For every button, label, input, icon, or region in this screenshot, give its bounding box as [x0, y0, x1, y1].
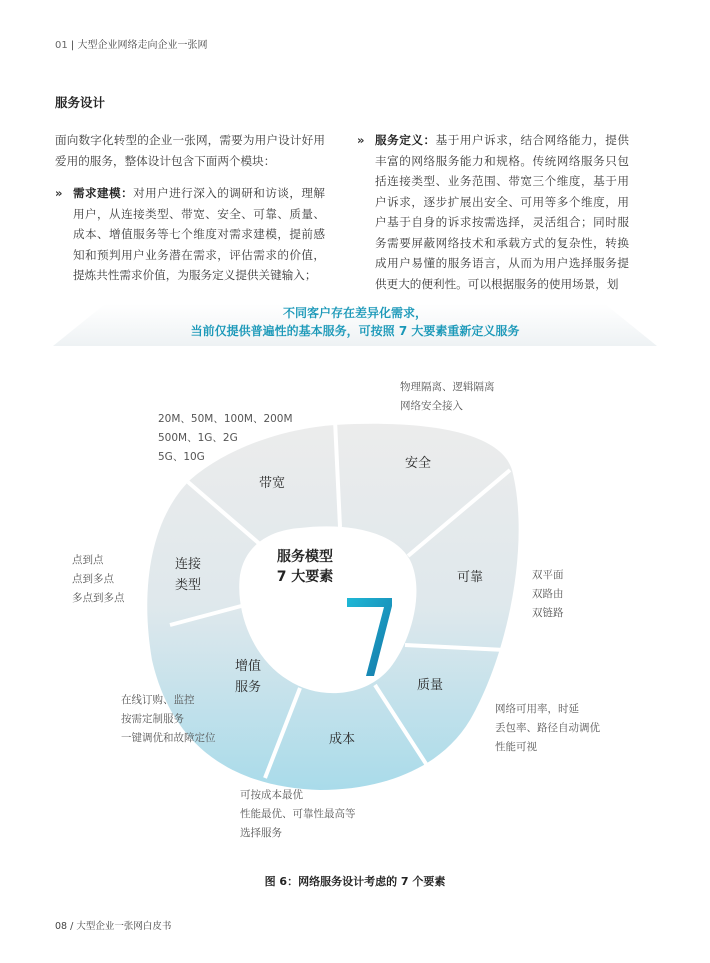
bullet-title: 需求建模： [73, 186, 134, 200]
annotation-quality [495, 700, 600, 757]
annotation-line: 性能最优、可靠性最高等 [240, 808, 356, 820]
bullet-title: 服务定义： [375, 133, 436, 147]
bullet-text: 对用户进行深入的调研和访谈，理解用户，从连接类型、带宽、安全、可靠、质量、成本、增值服务等七个维度对需求建模，提前感知和预判用户业务潜在需求，评估需求的价值，提炼共性需求价值，为服务定义提供关键输入； [73, 186, 325, 282]
center-line-1: 服务模型 [277, 549, 333, 565]
segment-bandwidth: 带宽 [258, 476, 285, 491]
segment-connection-line-1: 连接 [174, 557, 201, 572]
annotation-line: 物理隔离、逻辑隔离 [400, 381, 495, 393]
intro-paragraph: 面向数字化转型的企业一张网，需要为用户设计好用爱用的服务，整体设计包含下面两个模块： [55, 133, 325, 168]
segment-reliable: 可靠 [456, 570, 483, 585]
banner-line-1: 不同客户存在差异化需求， [282, 306, 427, 320]
annotation-connection [72, 551, 125, 608]
bullet-mark: » [357, 133, 365, 147]
annotation-line: 点到点 [72, 554, 104, 566]
chapter-number: 01 [55, 40, 68, 51]
header-title: 大型企业网络走向企业一张网 [77, 40, 208, 51]
header-separator: | [70, 40, 75, 51]
annotation-value-added-service [121, 691, 216, 748]
annotation-line: 双链路 [532, 607, 564, 619]
annotation-line: 按需定制服务 [121, 713, 184, 725]
annotation-line: 双路由 [532, 588, 564, 600]
bullet-text: 基于用户诉求，结合网络能力，提供丰富的网络服务能力和规格。传统网络服务只包括连接类型、业务范围、带宽三个维度，基于用户诉求，逐步扩展出安全、可用等多个维度，用户基于自身的诉求按需选择，灵活组合；同时服务需要屏蔽网络技术和承载方式的复杂性，转换成用户易懂的服务语言，从而为用户选择服务提供更大的便利性。可以根据服务的使用场景，划 [375, 133, 629, 291]
page-footer: 08 / 大型企业一张网白皮书 [55, 921, 172, 932]
annotation-line: 性能可视 [495, 741, 537, 753]
banner-line-2: 当前仅提供普遍性的基本服务，可按照 7 大要素重新定义服务 [190, 324, 520, 338]
center-line-2: 7 大要素 [276, 569, 334, 585]
segment-vas-line-2: 服务 [234, 680, 261, 695]
annotation-security [400, 378, 495, 416]
center-label [250, 547, 360, 587]
annotation-line: 5G、10G [158, 451, 205, 463]
annotation-line: 一键调优和故障定位 [121, 732, 216, 744]
figure-caption: 图 6：网络服务设计考虑的 7 个要素 [264, 875, 446, 888]
segment-value-added-service [228, 656, 268, 698]
annotation-line: 500M、1G、2G [158, 432, 238, 444]
annotation-line: 多点到多点 [72, 592, 125, 604]
segment-connection-line-2: 类型 [174, 578, 201, 593]
segment-connection-type [168, 554, 208, 596]
annotation-line: 选择服务 [240, 827, 282, 839]
annotation-line: 可按成本最优 [240, 789, 303, 801]
annotation-line: 20M、50M、100M、200M [158, 413, 293, 425]
bullet-mark: » [55, 186, 63, 200]
segment-security: 安全 [404, 456, 431, 471]
annotation-line: 在线订购、监控 [121, 694, 195, 706]
annotation-line: 网络安全接入 [400, 400, 463, 412]
annotation-line: 点到多点 [72, 573, 114, 585]
section-title: 服务设计 [55, 95, 106, 110]
segment-cost: 成本 [328, 732, 355, 747]
segment-vas-line-1: 增值 [234, 659, 261, 674]
annotation-line: 丢包率、路径自动调优 [495, 722, 600, 734]
annotation-cost [240, 786, 356, 843]
annotation-line: 双平面 [532, 569, 564, 581]
annotation-reliable [532, 566, 564, 623]
annotation-line: 网络可用率，时延 [495, 703, 579, 715]
annotation-bandwidth [158, 410, 293, 467]
segment-quality: 质量 [416, 678, 443, 693]
